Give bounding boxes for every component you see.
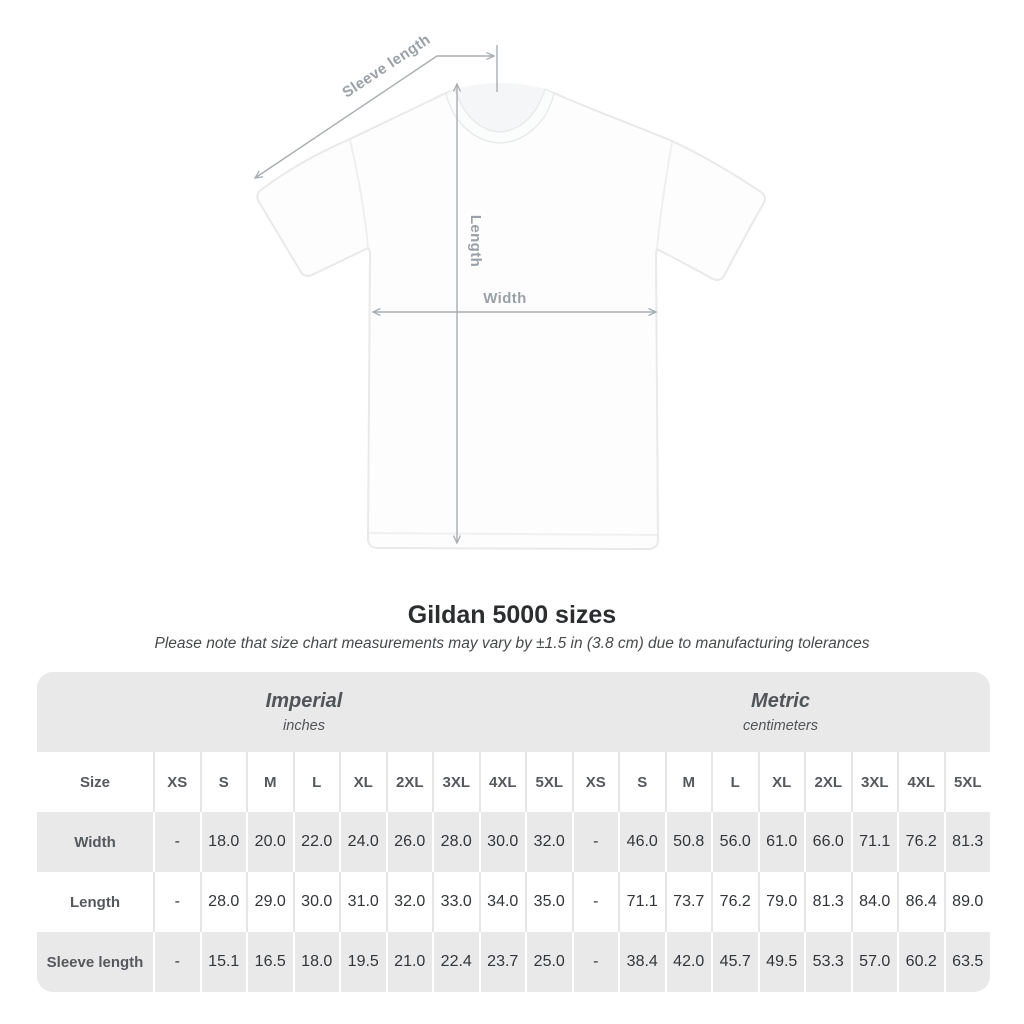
- tolerance-note: Please note that size chart measurements may vary by ±1.5 in (3.8 cm) due to manufacturing tolerances: [154, 635, 870, 652]
- imperial-sublabel: inches: [283, 718, 325, 734]
- value-cell: 45.7: [711, 932, 758, 992]
- value-cell: 19.5: [339, 932, 386, 992]
- value-cell: 66.0: [804, 812, 851, 872]
- size-header-imperial-4xl: 4XL: [479, 752, 526, 812]
- value-cell: 33.0: [432, 872, 479, 932]
- value-cell: 79.0: [758, 872, 805, 932]
- row-label-sleeve-length: Sleeve length: [46, 953, 144, 971]
- value-cell: 76.2: [897, 812, 944, 872]
- value-cell: 81.3: [944, 812, 991, 872]
- value-cell: 46.0: [618, 812, 665, 872]
- unit-group-row: [37, 672, 990, 752]
- sleeve-length-row: [37, 932, 990, 992]
- size-header-metric-5xl: 5XL: [944, 752, 991, 812]
- value-cell: 38.4: [618, 932, 665, 992]
- metric-label: Metric: [751, 690, 810, 712]
- size-header-imperial-l: L: [293, 752, 340, 812]
- value-cell: 28.0: [200, 872, 247, 932]
- value-cell: -: [572, 872, 619, 932]
- width-diagram-label: Width: [483, 290, 527, 307]
- size-header-imperial-5xl: 5XL: [525, 752, 572, 812]
- value-cell: -: [153, 812, 200, 872]
- size-header-metric-4xl: 4XL: [897, 752, 944, 812]
- value-cell: 57.0: [851, 932, 898, 992]
- tshirt-body: [257, 85, 765, 549]
- value-cell: 29.0: [246, 872, 293, 932]
- tshirt-illustration: [257, 83, 765, 549]
- value-cell: 18.0: [200, 812, 247, 872]
- value-cell: 24.0: [339, 812, 386, 872]
- value-cell: -: [153, 872, 200, 932]
- size-table: [37, 672, 990, 992]
- imperial-label: Imperial: [265, 690, 343, 712]
- value-cell: -: [153, 932, 200, 992]
- value-cell: -: [572, 812, 619, 872]
- value-cell: 73.7: [665, 872, 712, 932]
- size-header-imperial-s: S: [200, 752, 247, 812]
- value-cell: 18.0: [293, 932, 340, 992]
- value-cell: 50.8: [665, 812, 712, 872]
- size-header-metric-xl: XL: [758, 752, 805, 812]
- value-cell: 76.2: [711, 872, 758, 932]
- size-header-imperial-xl: XL: [339, 752, 386, 812]
- size-col-header: Size: [79, 773, 110, 791]
- size-header-imperial-xs: XS: [153, 752, 200, 812]
- value-cell: 49.5: [758, 932, 805, 992]
- value-cell: 15.1: [200, 932, 247, 992]
- size-header-imperial-2xl: 2XL: [386, 752, 433, 812]
- length-row: [37, 872, 990, 932]
- value-cell: 22.4: [432, 932, 479, 992]
- value-cell: 63.5: [944, 932, 991, 992]
- size-header-metric-xs: XS: [572, 752, 619, 812]
- value-cell: 71.1: [618, 872, 665, 932]
- value-cell: 28.0: [432, 812, 479, 872]
- value-cell: 35.0: [525, 872, 572, 932]
- length-diagram-label: Length: [467, 214, 484, 268]
- value-cell: 26.0: [386, 812, 433, 872]
- value-cell: 42.0: [665, 932, 712, 992]
- value-cell: 32.0: [386, 872, 433, 932]
- size-header-metric-2xl: 2XL: [804, 752, 851, 812]
- size-header-metric-s: S: [618, 752, 665, 812]
- size-header-row: [37, 752, 990, 812]
- value-cell: 30.0: [293, 872, 340, 932]
- value-cell: 34.0: [479, 872, 526, 932]
- value-cell: 16.5: [246, 932, 293, 992]
- value-cell: 89.0: [944, 872, 991, 932]
- value-cell: 61.0: [758, 812, 805, 872]
- value-cell: 25.0: [525, 932, 572, 992]
- value-cell: 20.0: [246, 812, 293, 872]
- value-cell: 23.7: [479, 932, 526, 992]
- metric-group-header: [571, 672, 990, 752]
- value-cell: 84.0: [851, 872, 898, 932]
- value-cell: 22.0: [293, 812, 340, 872]
- size-header-metric-l: L: [711, 752, 758, 812]
- value-cell: 60.2: [897, 932, 944, 992]
- value-cell: 56.0: [711, 812, 758, 872]
- metric-sublabel: centimeters: [743, 718, 818, 734]
- value-cell: -: [572, 932, 619, 992]
- page-title: Gildan 5000 sizes: [407, 601, 617, 629]
- size-header-imperial-3xl: 3XL: [432, 752, 479, 812]
- size-header-metric-3xl: 3XL: [851, 752, 898, 812]
- value-cell: 21.0: [386, 932, 433, 992]
- value-cell: 81.3: [804, 872, 851, 932]
- value-cell: 32.0: [525, 812, 572, 872]
- row-label-width: Width: [74, 833, 116, 851]
- value-cell: 31.0: [339, 872, 386, 932]
- size-header-imperial-m: M: [246, 752, 293, 812]
- value-cell: 53.3: [804, 932, 851, 992]
- value-cell: 86.4: [897, 872, 944, 932]
- imperial-group-header: [37, 672, 571, 752]
- sleeve-length-diagram-label: Sleeve length: [339, 31, 434, 102]
- value-cell: 71.1: [851, 812, 898, 872]
- size-header-metric-m: M: [665, 752, 712, 812]
- row-label-length: Length: [70, 893, 120, 911]
- width-row: [37, 812, 990, 872]
- value-cell: 30.0: [479, 812, 526, 872]
